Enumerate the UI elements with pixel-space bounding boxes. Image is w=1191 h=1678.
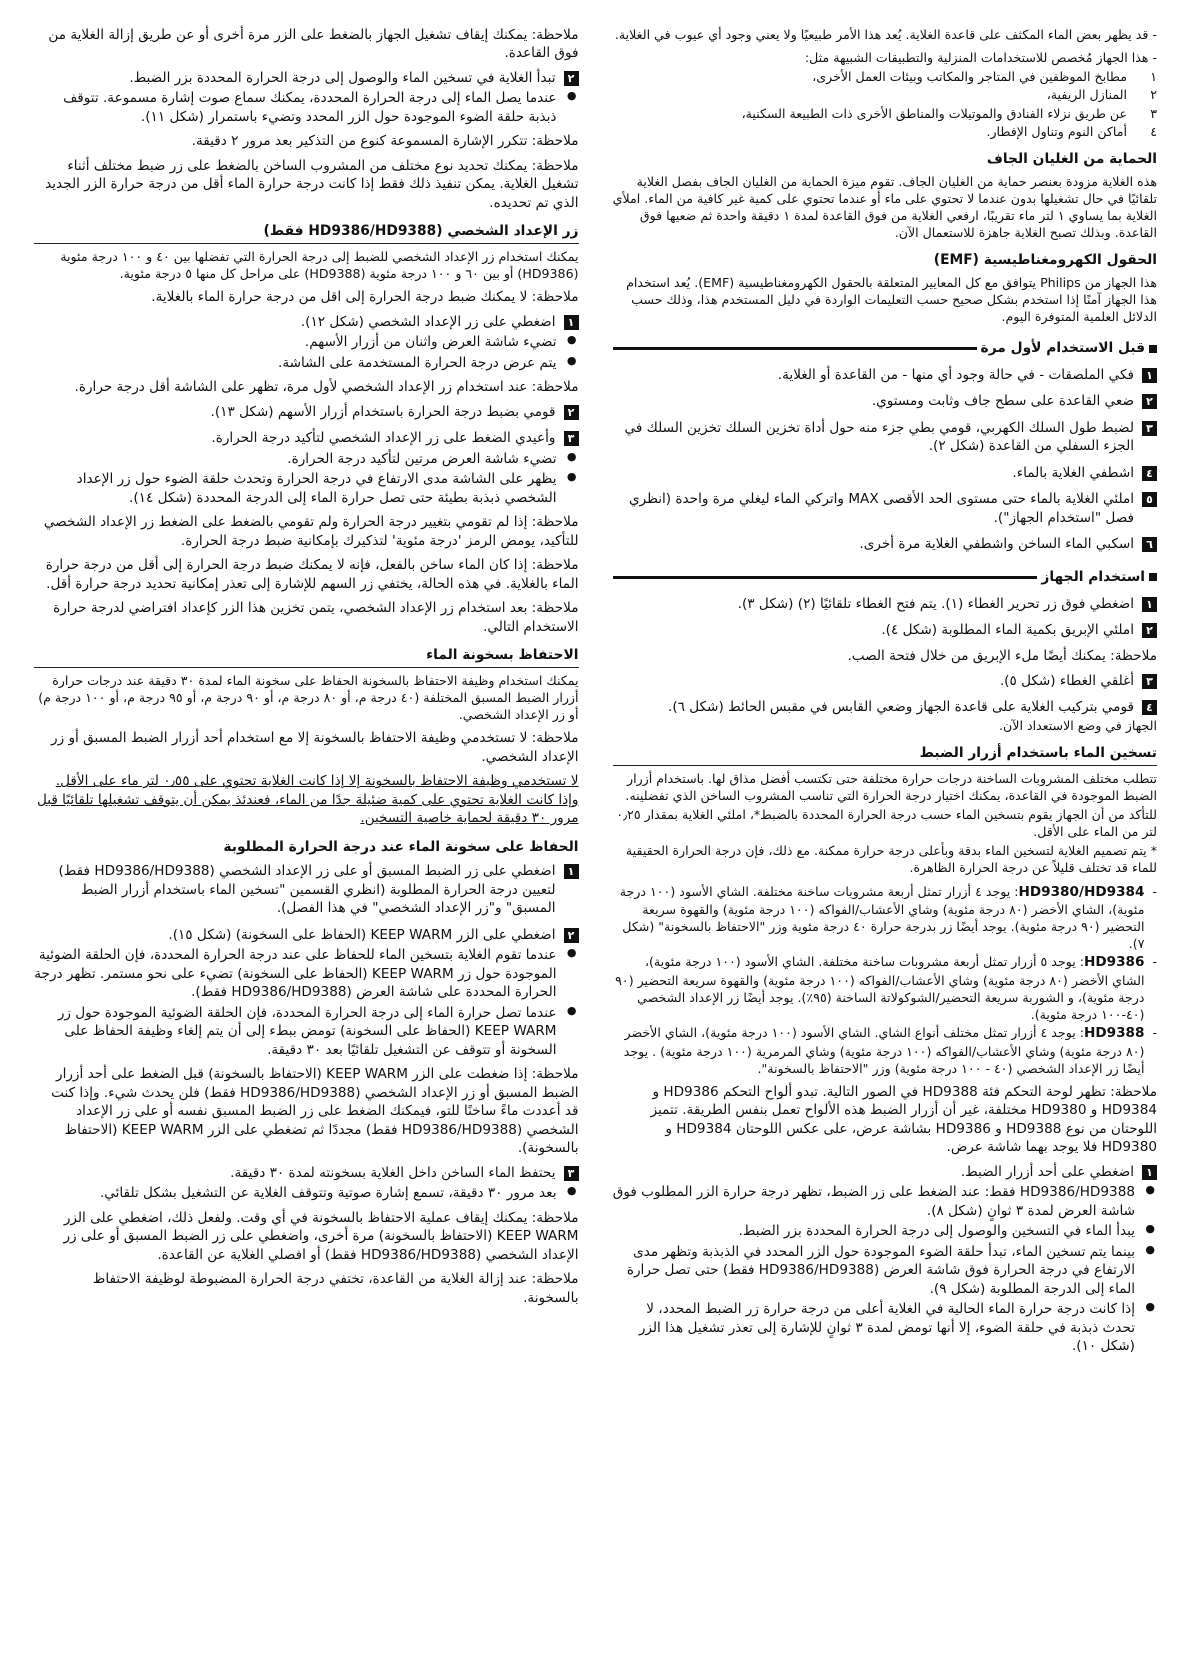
right-column — [613, 26, 1158, 1658]
heading-marker — [1149, 345, 1157, 353]
dry-boil-title: الحماية من الغليان الجاف — [986, 150, 1157, 167]
emf-title: الحقول الكهرومغناطيسية (EMF) — [933, 252, 1157, 268]
keep-warm-text: يمكنك استخدام وظيفة الاحتفاظ بالسخونة الحفاظ على سخونة الماء لمدة ٣٠ دقيقة عند درجات حرارة أزرار الضبط المسبق المختلفة (٤٠ درجة م، أو ٨٠ درجة م، أو ٩٠ درجة م، أو ٩٥ درجة م، أو ١٠٠ درجة م) أو زر الإعداد الشخصي. — [38, 672, 579, 723]
list-item: ٢ المنازل الريفية، — [1046, 87, 1157, 103]
step: ٢ قومي بضبط درجة الحرارة باستخدام أزرار الأسهم (شكل ١٣). — [34, 403, 579, 421]
condensation-note: - قد يظهر بعض الماء المكثف على قاعدة الغلاية. يُعد هذا الأمر طبيعيًا ولا يعني وجود أي عيوب في الغلاية. — [614, 27, 1157, 42]
step: ٣ أغلقي الغطاء (شكل ٥). — [613, 672, 1158, 690]
step: ٣ وأعيدي الضغط على زر الإعداد الشخصي لتأكيد درجة الحرارة. — [34, 429, 579, 447]
heat-min-volume: للتأكد من أن الجهاز يقوم بتسخين الماء حسب درجة الحرارة المحددة بالضبط*، املئي الغلاية بمقدار ٠٫٢٥ لتر من الماء على الأقل. — [616, 807, 1157, 840]
step: ١ اضغطي على زر الإعداد الشخصي (شكل ١٢). — [34, 313, 579, 331]
step: ١ اضغطي على أحد أزرار الضبط. — [613, 1163, 1158, 1181]
keep-temp-title: الحفاظ على سخونة الماء عند درجة الحرارة المطلوبة — [223, 838, 579, 855]
step: ٢ تبدأ الغلاية في تسخين الماء والوصول إلى درجة الحرارة المحددة بزر الضبط. — [34, 69, 579, 87]
fill-spout-note: ملاحظة: يمكنك أيضًا ملء الإبريق من خلال فتحة الصب. — [847, 648, 1157, 665]
step: ٣ لضبط طول السلك الكهربي، قومي بطي جزء منه حول أداة تخزين السلك تخزين السلك في الجزء السفلي من القاعدة (شكل ٢). — [613, 419, 1158, 456]
emf-text: هذا الجهاز من Philips يتوافق مع كل المعايير المتعلقة بالحقول الكهرومغناطيسية (EMF). يُعد استخدام هذا الجهاز آمنًا إذا استخدم بشكل صحيح حسب التعليمات الواردة في دليل المستخدم هذا، وذلك حسب الدلائل العلمية المتوفرة اليوم. — [626, 274, 1157, 324]
keep-warm-title: الاحتفاظ بسخونة الماء — [34, 646, 579, 668]
list-item: ● بعد مرور ٣٠ دقيقة، تسمع إشارة صوتية وتتوقف الغلاية عن التشغيل بشكل تلقائي. — [34, 1184, 557, 1202]
confirm-note: ملاحظة: إذا لم تقومي بتغيير درجة الحرارة ولم تقومي بالضغط على الضغط زر الإعداد الشخصي للتأكيد، يومض الرمز 'درجة مئوية' لتذكيرك بإمكانية ضبط درجة الحرارة. — [43, 514, 579, 549]
step: ٣ يحتفظ الماء الساخن داخل الغلاية بسخونته لمدة ٣٠ دقيقة. — [34, 1164, 579, 1182]
custom-setting-text: يمكنك استخدام زر الإعداد الشخصي للضبط إلى درجة الحرارة التي تفضلها بين ٤٠ و ١٠٠ درجة مئوية (HD9386) أو بين ٦٠ و ١٠٠ درجة مئوية (HD9388) على مراحل كل منها ٥ درجة مئوية. — [60, 249, 579, 282]
list-item: ● يظهر على الشاشة مدى الارتفاع في درجة الحرارة وتحدث حلقة الضوء حول زر الإعداد الشخصي ذبذبة بطيئة حتى تصل حرارة الماء إلى الدرجة المحددة (شكل ١٤). — [34, 470, 557, 507]
standby-text: الجهاز في وضع الاستعداد الآن. — [999, 717, 1157, 733]
step-bullets — [34, 946, 579, 1059]
step: ٢ اضغطي على الزر KEEP WARM (الحفاظ على السخونة) (شكل ١٥). — [34, 926, 579, 944]
step: ٢ ضعي القاعدة على سطح جاف وثابت ومستوي. — [613, 392, 1158, 410]
heading-marker — [1149, 573, 1157, 581]
stop-keep-warm-note: ملاحظة: يمكنك إيقاف عملية الاحتفاظ بالسخونة في أي وقت. ولفعل ذلك، اضغطي على الزر KEEP WARM (الاحتفاظ بالسخونة) مرة أخرى، واضغطي على زر الضبط المسبق أو على زر الإعداد الشخصي (HD9386/HD9388 فقط) أو افصلي الغلاية عن القاعدة. — [63, 1209, 579, 1263]
list-item: ● بينما يتم تسخين الماء، تبدأ حلقة الضوء الموجودة حول الزر المحدد في الذبذبة وتظهر مدى الارتفاع في درجة الحرارة فوق شاشة العرض (HD9386/HD9388 فقط) حتى تصل حرارة الماء إلى الدرجة المطلوبة (شكل ٩). — [613, 1243, 1136, 1298]
list-item: ٤ أماكن النوم وتناول الإفطار. — [986, 123, 1157, 139]
step: ٤ اشطفي الغلاية بالماء. — [613, 464, 1158, 482]
list-item: - HD9380/HD9384: يوجد ٤ أزرار تمثل أربعة مشروبات ساخنة مختلفة. الشاي الأسود (١٠٠ درجة مئوية)، الشاي الأخضر (٨٠ درجة مئوية) وشاي الأعشاب/الفواكه (١٠٠ درجة مئوية) والقهوة سريعة التحضير (٩٠ درجة مئوية). يوجد أيضًا زر بدرجة حرارة ٤٠ درجة مئوية وزر "الاحتفاظ بالسخونة" (شكل ٧). — [619, 883, 1157, 952]
uses-list — [613, 68, 1158, 140]
remove-kettle-note: ملاحظة: عند إزالة الغلاية من القاعدة، تختفي درجة الحرارة المضبوطة لوظيفة الاحتفاظ بالسخونة. — [92, 1271, 579, 1306]
step-bullets — [34, 450, 579, 507]
list-item: - HD9388: يوجد ٤ أزرار تمثل مختلف أنواع الشاي. الشاي الأسود (١٠٠ درجة مئوية)، الشاي الأخضر (٨٠ درجة مئوية) وشاي الأعشاب/الفواكه (١٠٠ درجة مئوية) وشاي المرمرية (١٠٠ درجة مئوية) . يوجد أيضًا زر الإعداد الشخصي (٤٠ - ١٠٠ درجة مئوية) وزر "الاحتفاظ بالسخونة". — [623, 1025, 1157, 1076]
switch-drink-note: ملاحظة: يمكنك تحديد نوع مختلف من المشروب الساخن بالضغط على زر ضبط مختلف أثناء تشغيل الغلاية. يمكن تنفيذ ذلك فقط إذا كانت درجة حرارة الماء أقل من درجة حرارة الزر الجديد الذي تم تحديده. — [45, 157, 579, 211]
hot-water-note: ملاحظة: إذا كان الماء ساخن بالفعل، فإنه لا يمكنك ضبط درجة الحرارة إلى أقل من درجة حرارة الماء بالغلاية. في هذه الحالة، يختفي زر السهم للإشارة إلى تعذر إمكانية تحديد درجة حرارة أقل. — [45, 557, 579, 592]
step: ٥ املئي الغلاية بالماء حتى مستوى الحد الأقصى MAX واتركي الماء ليغلي مرة واحدة (انظري فصل "استخدام الجهاز"). — [613, 490, 1158, 527]
before-first-use-heading: قبل الاستخدام لأول مرة — [613, 339, 1158, 358]
first-use-note: ملاحظة: عند استخدام زر الإعداد الشخصي لأول مرة، تظهر على الشاشة أقل درجة حرارة. — [74, 379, 579, 396]
step: ١ اضغطي على زر الضبط المسبق أو على زر الإعداد الشخصي (HD9386/HD9388 فقط) لتعيين درجة الحرارة المطلوبة (انظري القسمين "تسخين الماء باستخدام أزرار الضبط المسبق" و"زر الإعداد الشخصي" في هذا الفصل). — [34, 862, 579, 917]
heat-accuracy-note: * يتم تصميم الغلاية لتسخين الماء بدقة وبأعلى درجة حرارة ممكنة. مع ذلك، فإن درجة الحرارة الحقيقية للماء قد تختلف قليلاً عن درجة الحرارة الظاهرة. — [625, 843, 1157, 876]
heat-intro: تتطلب مختلف المشروبات الساخنة درجات حرارة مختلفة حتى تكتسب أفضل مذاق لها. باستخدام أزرار الضبط الموجودة في القاعدة، يمكنك اختيار درجة الحرارة التي تناسب المشروب الساخن الذي تفضلينه. — [625, 770, 1157, 803]
list-item: ● يتم عرض درجة الحرارة المستخدمة على الشاشة. — [34, 354, 557, 372]
control-panel-note: ملاحظة: تظهر لوحة التحكم فئة HD9388 في الصور التالية. تبدو ألواح التحكم HD9386 و HD9384 و HD9380 مختلفة، غير أن أزرار الضبط هذه الألواح تعمل بنفس الطريقة. تتميز اللوحتان من نوع HD9388 و HD9386 بشاشة عرض، على عكس اللوحتان HD9384 و HD9380 فلا يوجد بهما شاشة عرض. — [650, 1084, 1157, 1156]
reminder-note: ملاحظة: تتكرر الإشارة المسموعة كنوع من التذكير بعد مرور ٢ دقيقة. — [191, 133, 579, 150]
step: ٢ املئي الإبريق بكمية الماء المطلوبة (شكل ٤). — [613, 621, 1158, 639]
list-item: ● إذا كانت درجة حرارة الماء الحالية في الغلاية أعلى من درجة حرارة زر الضبط المحدد، لا تحدث ذبذبة في حلقة الضوء، إلا أنها تومض لمدة ٣ ثوانٍ للإشارة إلى تعذر تشغيل هذا الزر (شكل ١٠). — [613, 1300, 1136, 1355]
list-item: ٣ عن طريق نزلاء الفنادق والموتيلات والمناطق الأخرى ذات الطبيعة السكنية، — [741, 105, 1157, 121]
step-bullets — [34, 1184, 579, 1202]
left-column — [34, 26, 579, 1658]
list-item: - HD9386: يوجد ٥ أزرار تمثل أربعة مشروبات ساخنة مختلفة. الشاي الأسود (١٠٠ درجة مئوية)، الشاي الأخضر (٨٠ درجة مئوية) وشاي الأعشاب/الفواكه (١٠٠ درجة مئوية) والقهوة سريعة التحضير (٩٠ درجة مئوية)، و الشوربة سريعة التحضير/الشوكولاتة الساخنة (٩٥٪). يوجد أيضًا زر الإعداد الشخصي (٤٠-١٠٠ درجة مئوية). — [615, 954, 1157, 1023]
step: ٤ قومي بتركيب الغلاية على قاعدة الجهاز وضعي القابس في مقبس الحائط (شكل ٦). — [613, 698, 1158, 716]
keep-warm-note: ملاحظة: لا تستخدمي وظيفة الاحتفاظ بالسخونة إلا مع استخدام أحد أزرار الضبط المسبق أو زر الإعداد الشخصي. — [51, 730, 579, 765]
using-appliance-heading: استخدام الجهاز — [613, 568, 1158, 587]
household-use-note: - هذا الجهاز مُخصص للاستخدامات المنزلية والتطبيقات الشبيهة مثل: — [804, 50, 1157, 66]
dry-boil-text: هذه الغلاية مزودة بعنصر حماية من الغليان الجاف. تقوم ميزة الحماية من الغليان الجاف بفصل الغلاية تلقائيًا في حال تشغيلها بدون عندما لا تحتوي على ماء أو عندما تحتوي على كمية غير كافية من الماء. املأي الغلاية بما يساوي ١ لتر ماء تقريبًا، ارفعي الغلاية من فوق القاعدة لمدة ١ دقيقة واحدة ثم ضعيها فوق القاعدة. وبذلك تصبح الغلاية جاهزة للاستعمال الآن. — [612, 173, 1157, 240]
model-list — [613, 883, 1158, 1077]
list-item: ● تضيء شاشة العرض مرتين لتأكيد درجة الحرارة. — [34, 450, 557, 468]
list-item: ١ مطابخ الموظفين في المتاجر والمكاتب وبيئات العمل الأخرى، — [812, 69, 1157, 85]
heading-rule — [613, 347, 977, 350]
list-item: ● تضيء شاشة العرض واثنان من أزرار الأسهم. — [34, 333, 557, 351]
keep-warm-press-note: ملاحظة: إذا ضغطت على الزر KEEP WARM (الاحتفاظ بالسخونة) قبل الضغط على أحد أزرار الضبط المسبق أو زر الإعداد الشخصي (HD9386/HD9388 فقط) فلن يحدث شيء. وإذا كنت قد أعددت ماءً ساخنًا للتو، فيمكنك الضغط على زر الضبط المسبق نفسه أو على زر الإعداد الشخصي (HD9386/HD9388 فقط) مجددًا ثم تضغطي على الزر KEEP WARM (الاحتفاظ بالسخونة). — [51, 1066, 579, 1157]
list-item: ● عندما تقوم الغلاية بتسخين الماء للحفاظ على عند درجة الحرارة المحددة، فإن الحلقة الضوئية الموجودة حول زر KEEP WARM (الحفاظ على السخونة) تضيء على نحو مستمر. تظهر درجة الحرارة المحددة على شاشة العرض (HD9386/HD9388 فقط). — [34, 946, 557, 1001]
step: ١ فكي الملصقات - في حالة وجود أي منها - من القاعدة أو الغلاية. — [613, 366, 1158, 384]
press-bullets — [613, 1183, 1158, 1355]
stop-note: ملاحظة: يمكنك إيقاف تشغيل الجهاز بالضغط على الزر مرة أخرى أو عن طريق إزالة الغلاية من فوق القاعدة. — [48, 27, 579, 62]
default-note: ملاحظة: بعد استخدام زر الإعداد الشخصي، يتمن تخزين هذا الزر كإعداد افتراضي لدرجة حرارة الاستخدام التالي. — [53, 600, 579, 635]
custom-setting-title: زر الإعداد الشخصي (HD9386/HD9388 فقط) — [34, 222, 579, 244]
heat-water-title: تسخين الماء باستخدام أزرار الضبط — [613, 744, 1158, 766]
list-item: ● عندما يصل الماء إلى درجة الحرارة المحددة، يمكنك سماع صوت إشارة مسموعة. تتوقف ذبذبة حلقة الضوء الموجودة حول الزر المحدد وتضيء باستمرار (شكل ١١). — [34, 89, 557, 126]
heading-rule — [613, 576, 1038, 579]
step-bullets — [34, 89, 579, 126]
list-item: ● عندما تصل حرارة الماء إلى درجة الحرارة المحددة، فإن الحلقة الضوئية الموجودة حول زر KEEP WARM (الحفاظ على السخونة) تومض ببطء إلى أن يتم إلغاء وظيفة الحفاظ على السخونة أو تتوقف عن التشغيل تلقائيًا بعد ٣٠ دقيقة. — [34, 1004, 557, 1059]
list-item: ● HD9386/HD9388 فقط: عند الضغط على زر الضبط، تظهر درجة حرارة الزر المطلوب فوق شاشة العرض لمدة ٣ ثوانٍ (شكل ٨). — [613, 1183, 1136, 1220]
list-item: ● يبدأ الماء في التسخين والوصول إلى درجة الحرارة المحددة بزر الضبط. — [613, 1222, 1136, 1240]
step-bullets — [34, 333, 579, 372]
step: ٦ اسكبي الماء الساخن واشطفي الغلاية مرة أخرى. — [613, 535, 1158, 553]
step: ١ اضغطي فوق زر تحرير الغطاء (١). يتم فتح الغطاء تلقائيًا (٢) (شكل ٣). — [613, 595, 1158, 613]
keep-warm-warning: لا تستخدمي وظيفة الاحتفاظ بالسخونة إلا إذا كانت الغلاية تحتوي على ٠٫٥٥ لتر ماء على الأقل. وإذا كانت الغلاية تحتوي على كمية ضئيلة جدًا من الماء، فعندئذ يمكن أن يتوقف تشغيلها تلقائيًا قبل مرور ٣٠ دقيقة لحماية خاصية التسخين. — [36, 773, 579, 827]
custom-note: ملاحظة: لا يمكنك ضبط درجة الحرارة إلى اقل من درجة حرارة الماء بالغلاية. — [151, 289, 579, 306]
